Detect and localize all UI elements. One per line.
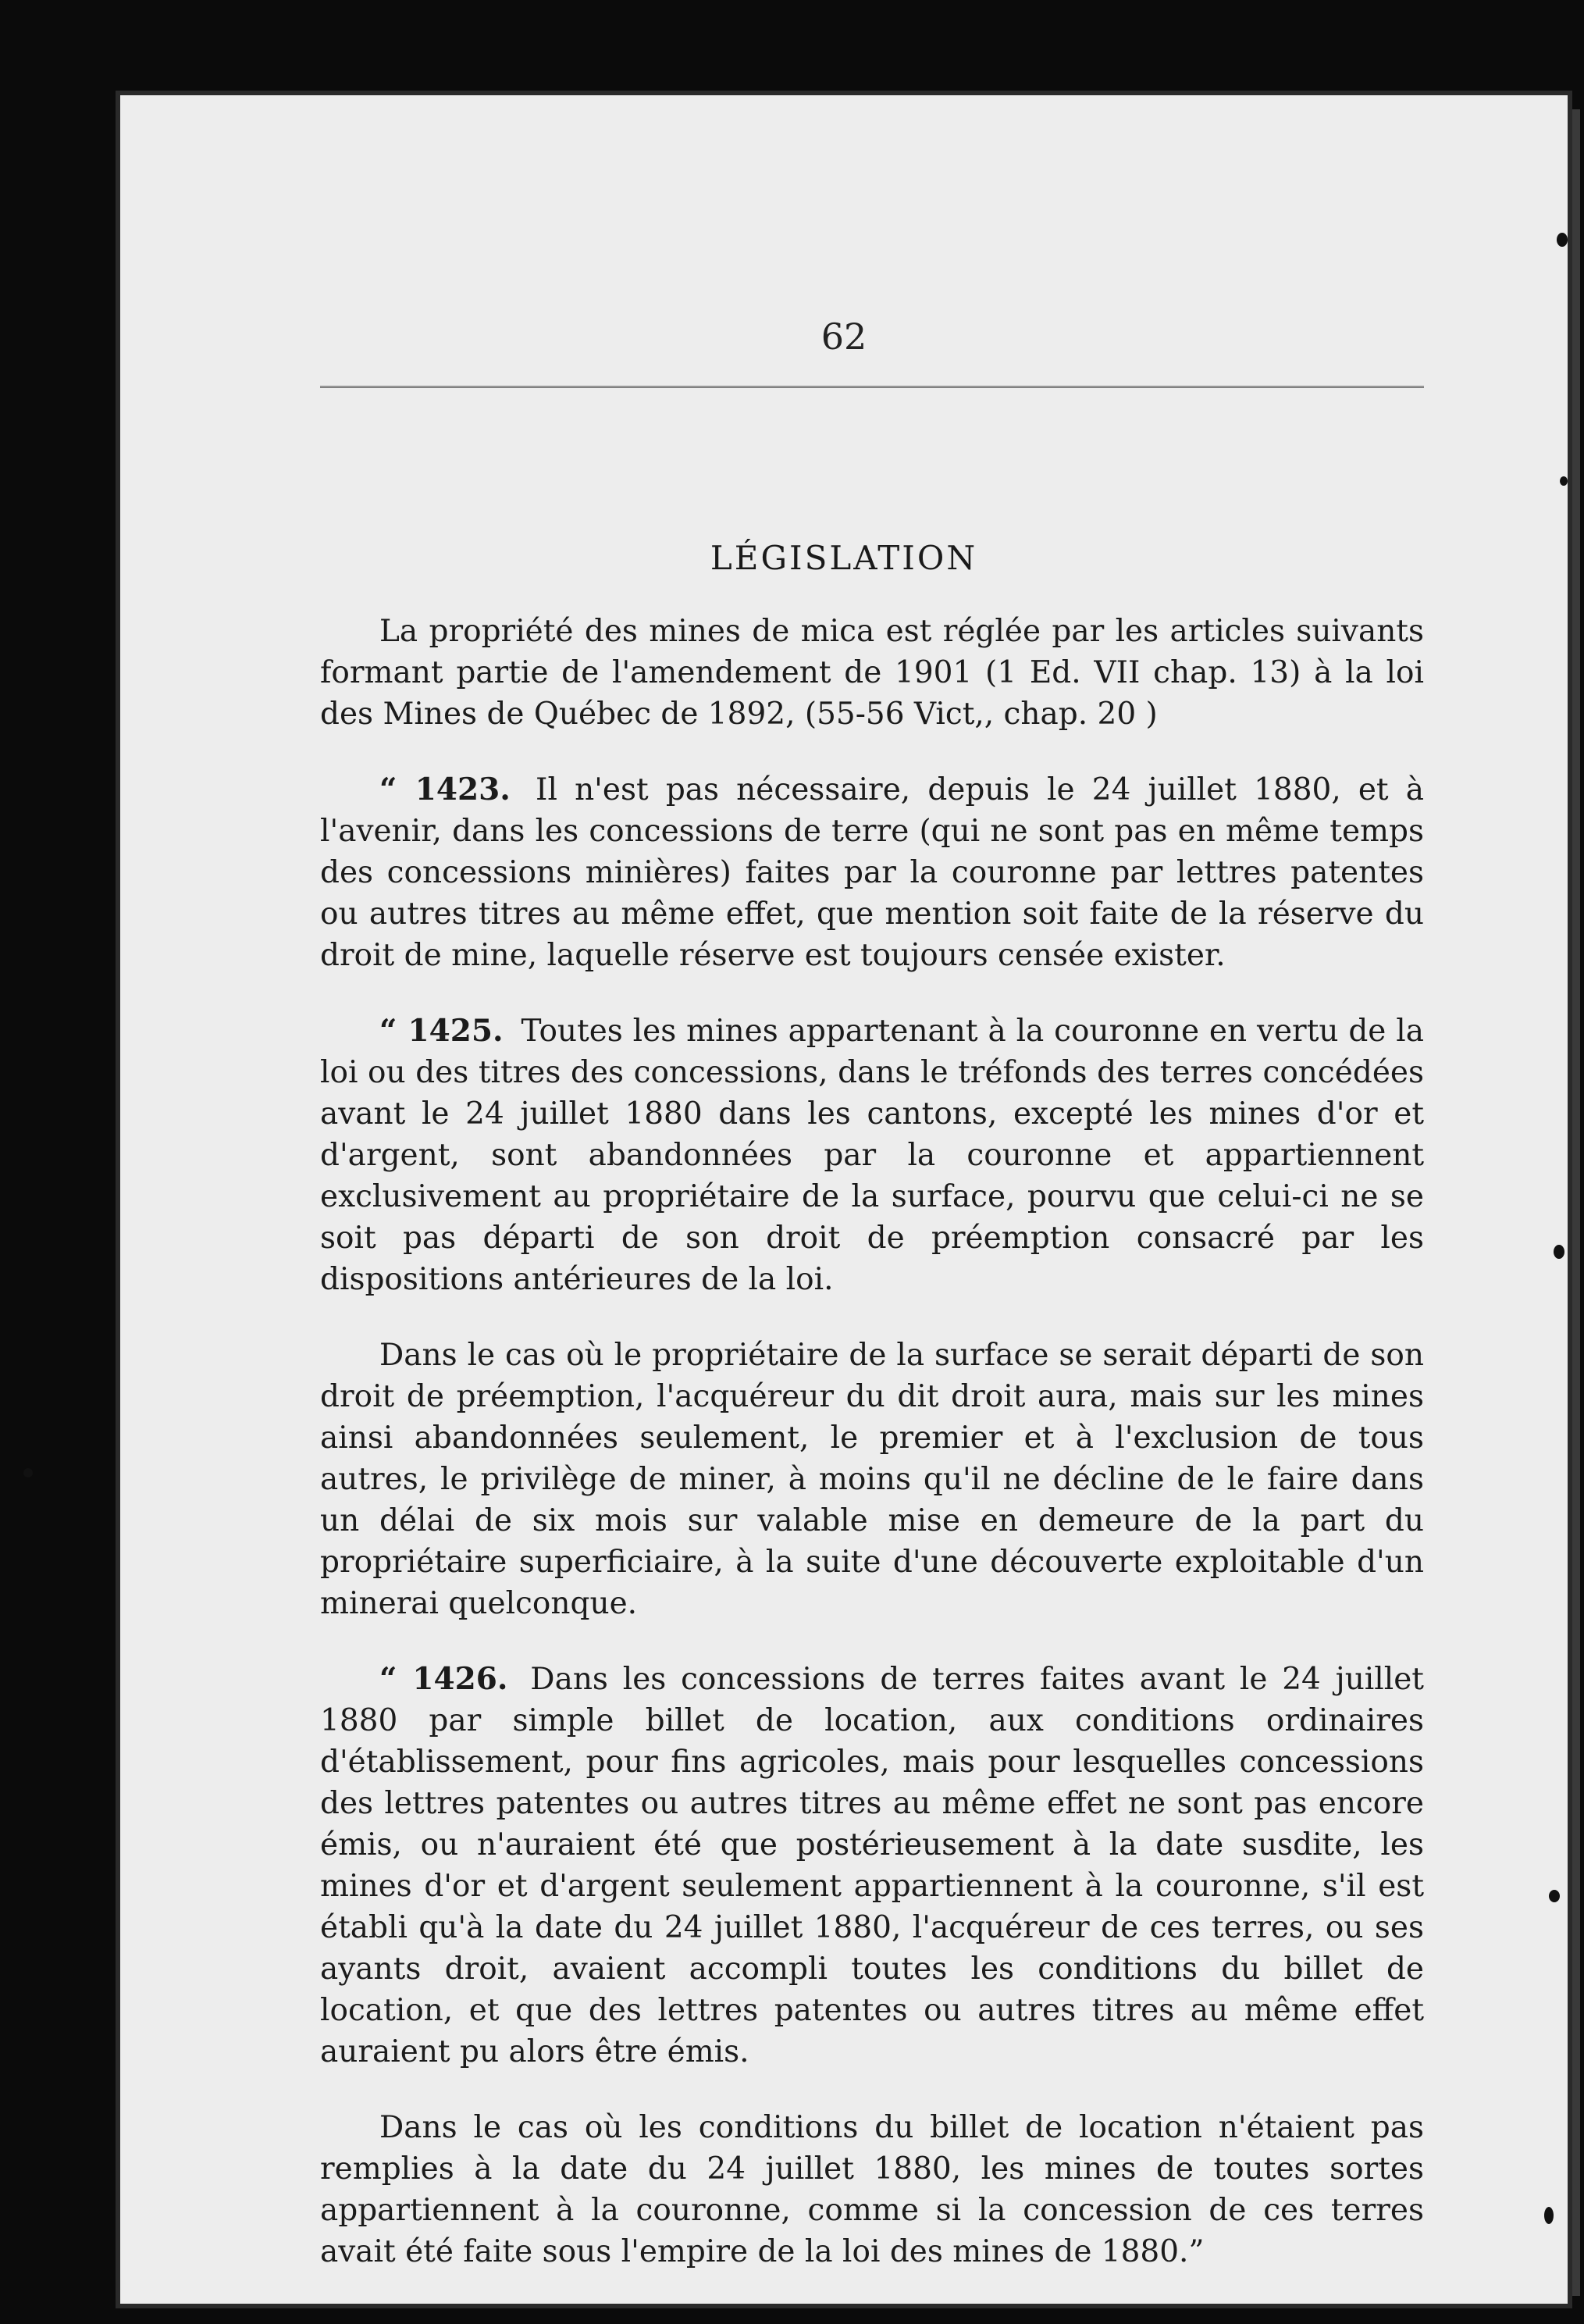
document-body [320,611,1424,2272]
paragraph-article-1423 [320,769,1424,976]
document-page [116,91,1572,2308]
scan-speck [1549,1890,1560,1902]
paragraph-article-1425 [320,1011,1424,1300]
paragraph-preemption [320,1335,1424,1624]
page-number: 62 [820,315,867,358]
scan-speck [1560,476,1568,486]
page-edge [1572,109,1580,2296]
paragraph-text: Dans les concessions de terres faites avant le 24 juillet 1880 par simple billet de location, aux conditions ordinaires d'établissement, pour fins agricoles, mais pour lesquelles concessions des lettres patentes ou autres titres au même effet ne sont pas encore émis, ou n'auraient été que postérieusement à la date susdite, les mines d'or et d'argent seulement appartiennent à la couronne, s'il est établi qu'à la date du 24 juillet 1880, l'acquéreur de ces terres, ou ses ayants droit, avaient accompli toutes les conditions du billet de location, et que des lettres patentes ou autres titres au même effet auraient pu alors être émis. [320,1662,1424,2069]
scan-speck [1554,1245,1564,1259]
paragraph-text: Dans le cas où le propriétaire de la surface se serait départi de son droit de préemption, l'acquéreur du dit droit aura, mais sur les mines ainsi abandonnées seulement, le premier et à l'exclusion de tous autres, le privilège de miner, à moins qu'il ne décline de le faire dans un délai de six mois sur valable mise en demeure de la part du propriétaire superficiaire, à la suite d'une découverte exploitable d'un minerai quelconque. [320,1338,1424,1621]
paragraph-text: Dans le cas où les conditions du billet de location n'étaient pas remplies à la date du 24 juillet 1880, les mines de toutes sortes appartiennent à la couronne, comme si la concession de ces terres avait été faite sous l'empire de la loi des mines de 1880.” [320,2110,1424,2269]
header-rule [320,386,1424,388]
scan-speck [1557,233,1568,247]
article-number: “ 1425. [379,1013,504,1049]
article-number: “ 1423. [379,772,511,807]
paragraph-text: Il n'est pas nécessaire, depuis le 24 juillet 1880, et à l'avenir, dans les concessions de terre (qui ne sont pas en même temps des concessions minières) faites par la couronne par lettres patentes ou autres titres au même effet, que mention soit faite de la réserve du droit de mine, laquelle réserve est toujours censée exister. [320,772,1425,973]
scan-speck [23,1468,33,1477]
article-number: “ 1426. [379,1661,508,1697]
scan-speck [1544,2207,1554,2224]
paragraph-text: La propriété des mines de mica est réglée par les articles suivants formant partie de l'amendement de 1901 (1 Ed. VII chap. 13) à la loi des Mines de Québec de 1892, (55-56 Vict,, chap. 20 ) [320,614,1424,732]
paragraph-text: Toutes les mines appartenant à la couronne en vertu de la loi ou des titres des concessions, dans le tréfonds des terres concédées avant le 24 juillet 1880 dans les cantons, excepté les mines d'or et d'argent, sont abandonnées par la couronne et appartiennent exclusivement au propriétaire de la surface, pourvu que celui-ci ne se soit pas départi de son droit de préemption consacré par les dispositions antérieures de la loi. [320,1014,1424,1297]
section-heading: LÉGISLATION [710,539,978,577]
paragraph-article-1426 [320,1659,1424,2073]
paragraph-intro [320,611,1424,735]
paragraph-conditions [320,2107,1424,2272]
